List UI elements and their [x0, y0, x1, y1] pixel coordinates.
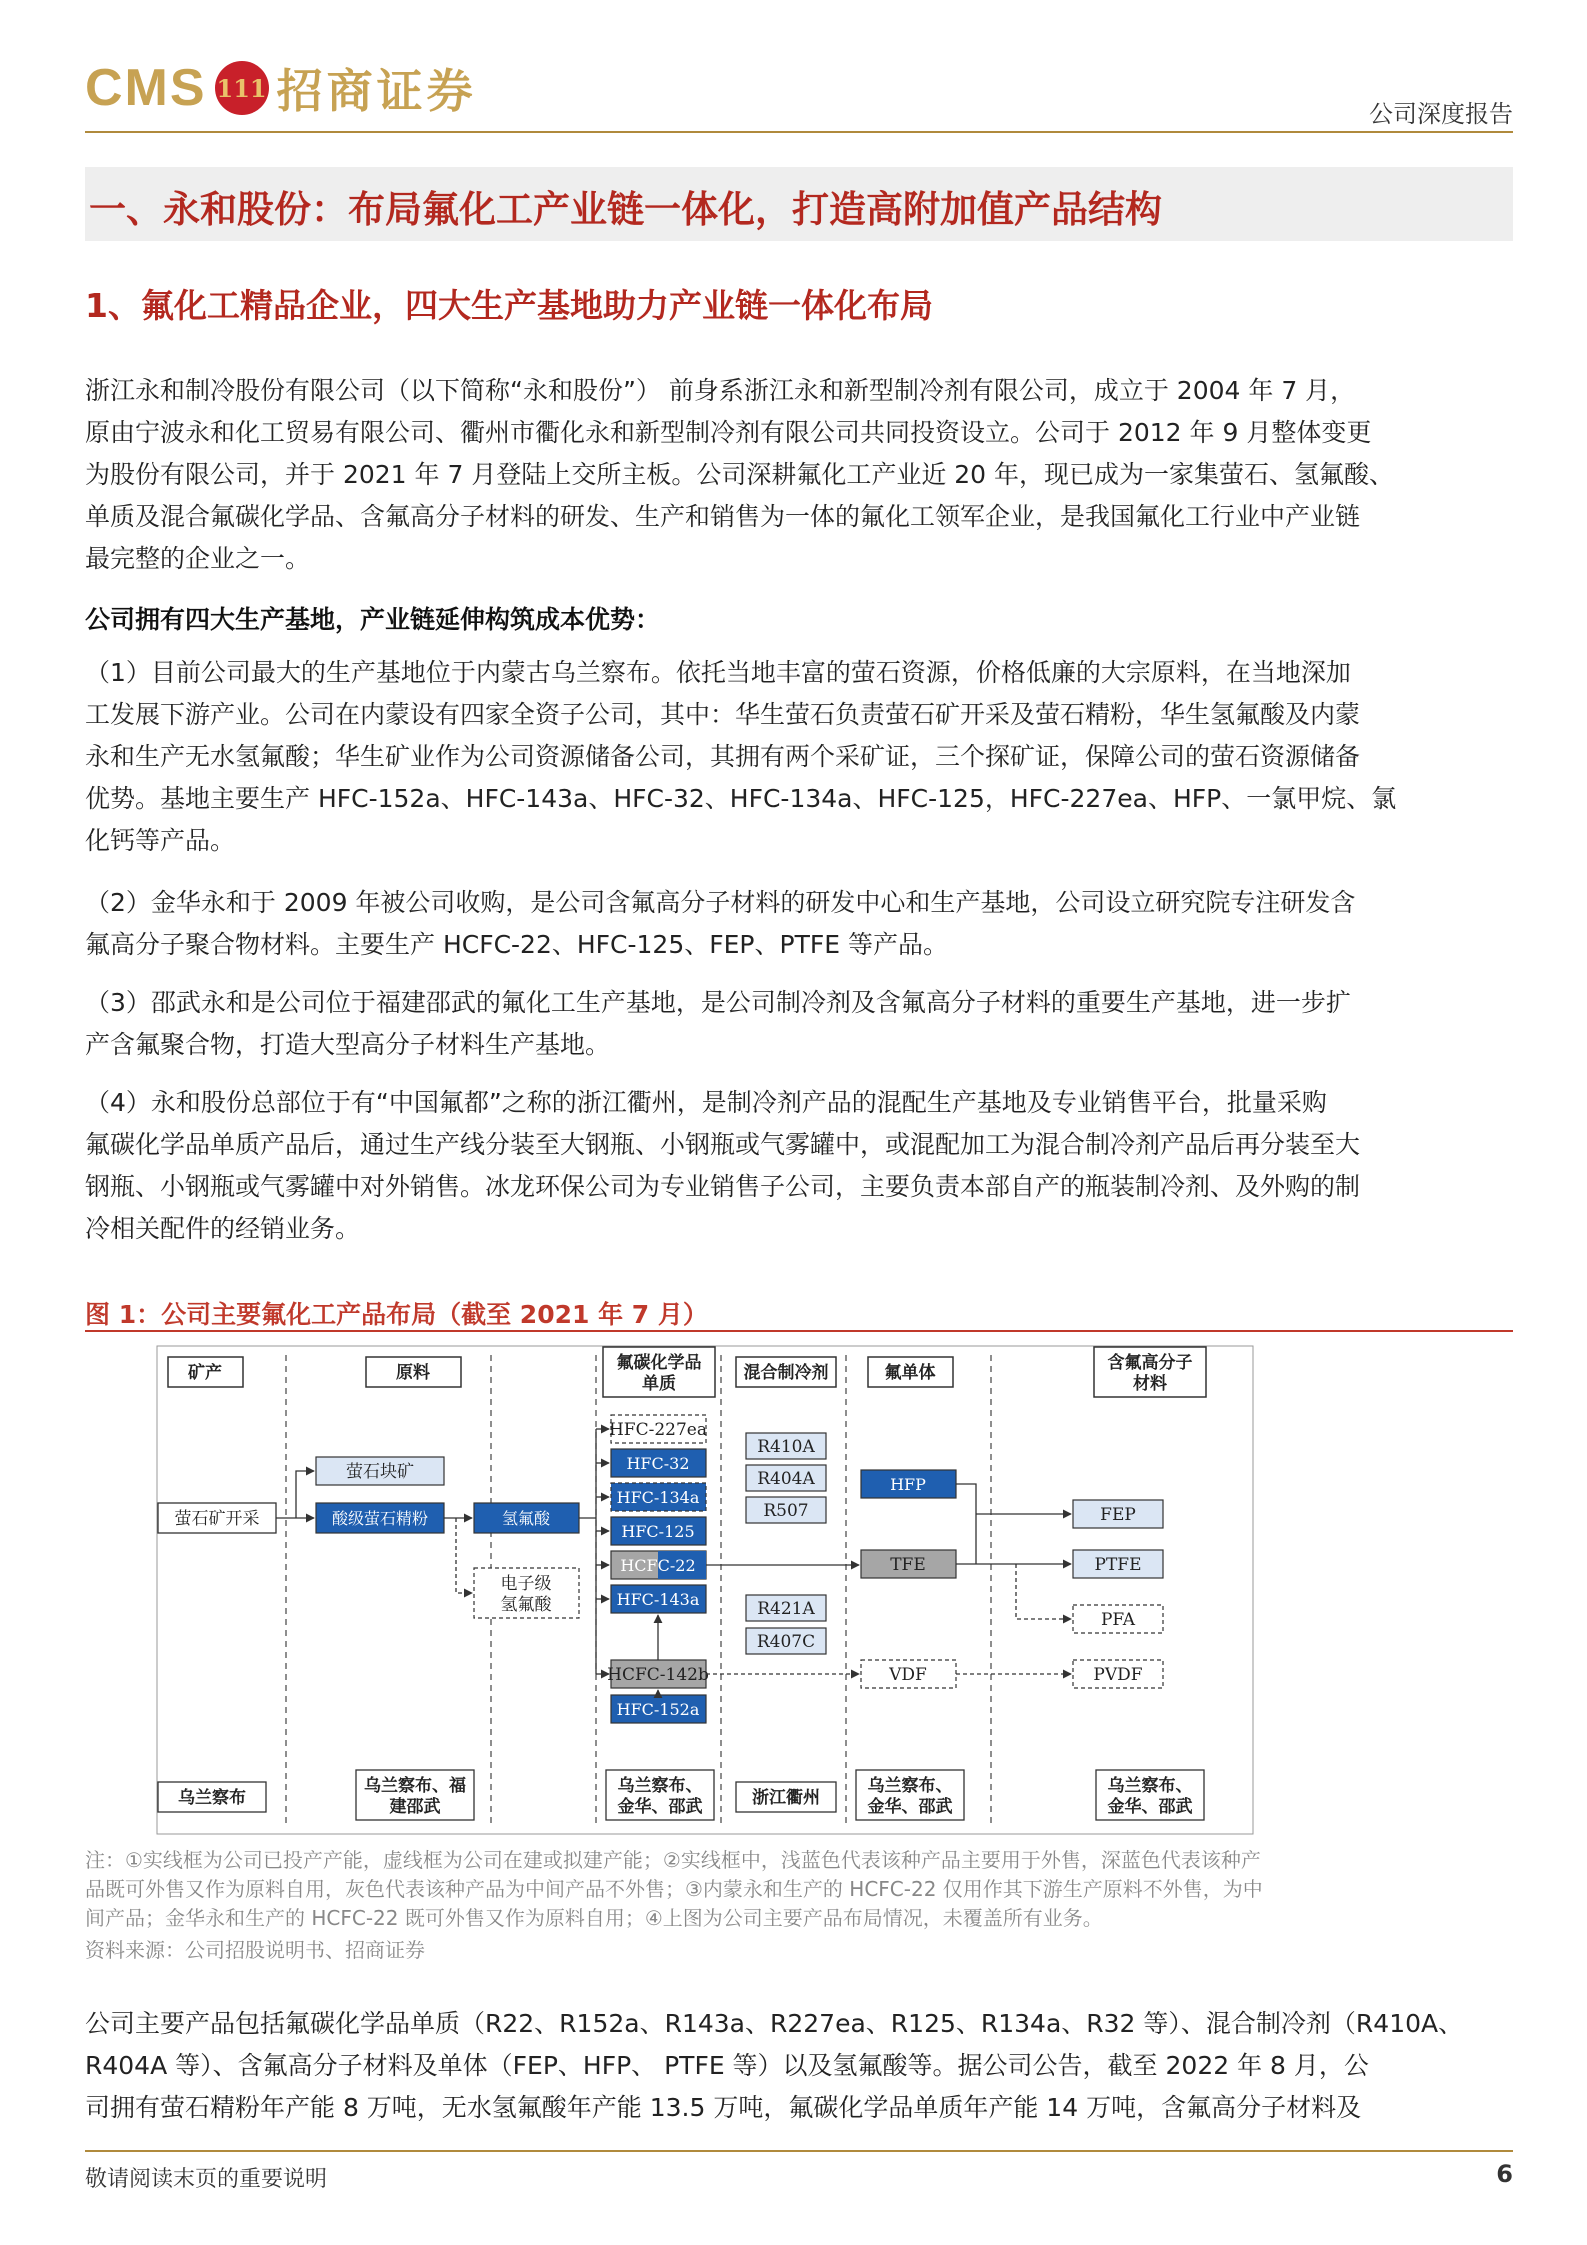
footer-disclaimer: 敬请阅读末页的重要说明: [85, 2167, 328, 2192]
closing-paragraph: [85, 2003, 1513, 2129]
text-line: 原由宁波永和化工贸易有限公司、衢州市衢化永和新型制冷剂有限公司共同投资设立。公司于 2012 年 9 月整体变更: [85, 418, 1372, 447]
svg-text:HCFC-142b: HCFC-142b: [607, 1665, 709, 1685]
base-paragraph-1: [85, 652, 1513, 862]
text-line: 永和生产无水氢氟酸；华生矿业作为公司资源储备公司，其拥有两个采矿证，三个探矿证，保障公司的萤石资源储备: [85, 742, 1361, 771]
header-fluorocarbon-2: 单质: [642, 1374, 676, 1394]
text-line: 工发展下游产业。公司在内蒙设有四家全资子公司，其中：华生萤石负责萤石矿开采及萤石精粉，华生氢氟酸及内蒙: [85, 700, 1361, 729]
note-line: 注：①实线框为公司已投产产能，虚线框为公司在建或拟建产能；②实线框中，浅蓝色代表该种产品主要用于外售，深蓝色代表该种产: [85, 1848, 1261, 1872]
svg-text:HFP: HFP: [890, 1475, 926, 1494]
text-line: （1）目前公司最大的生产基地位于内蒙古乌兰察布。依托当地丰富的萤石资源，价格低廉的大宗原料，在当地深加: [85, 658, 1351, 687]
text-line: 单质及混合氟碳化学品、含氟高分子材料的研发、生产和销售为一体的氟化工领军企业，是我国氟化工行业中产业链: [85, 502, 1361, 531]
svg-text:氢氟酸: 氢氟酸: [501, 1509, 551, 1528]
figure-title-rule: [85, 1330, 1513, 1332]
text-line: 氟高分子聚合物材料。主要生产 HCFC-22、HFC-125、FEP、PTFE 等产品。: [85, 930, 948, 959]
subsection-title: 1、氟化工精品企业，四大生产基地助力产业链一体化布局: [85, 286, 933, 325]
text-line: 化钙等产品。: [85, 826, 236, 855]
svg-text:HFC-125: HFC-125: [621, 1522, 695, 1541]
product-layout-diagram: [156, 1345, 1254, 1835]
document-type: 公司深度报告: [1369, 100, 1513, 128]
base-fluorocarbon-2: 金华、邵武: [617, 1797, 703, 1817]
svg-text:R407C: R407C: [756, 1632, 816, 1652]
base-raw-2: 建邵武: [389, 1797, 441, 1817]
note-line: 品既可外售又作为原料自用，灰色代表该种产品为中间产品不外售；③内蒙永和生产的 HCFC-22 仅用作其下游生产原料不外售，为中: [85, 1877, 1263, 1901]
text-line: 司拥有萤石精粉年产能 8 万吨，无水氢氟酸年产能 13.5 万吨，氟碳化学品单质年产能 14 万吨，含氟高分子材料及: [85, 2093, 1362, 2122]
base-polymer-1: 乌兰察布、: [1107, 1776, 1193, 1796]
figure-source: 资料来源：公司招股说明书、招商证券: [85, 1938, 425, 1962]
svg-text:电子级: 电子级: [500, 1574, 552, 1594]
page-number: 6: [1496, 2160, 1513, 2188]
base-paragraph-4: [85, 1082, 1513, 1250]
text-line: 优势。基地主要生产 HFC-152a、HFC-143a、HFC-32、HFC-134a、HFC-125，HFC-227ea、HFP、一氯甲烷、氯: [85, 784, 1397, 813]
svg-text:R507: R507: [763, 1501, 809, 1521]
bases-heading: 公司拥有四大生产基地，产业链延伸构筑成本优势：: [85, 605, 661, 634]
header-blend: 混合制冷剂: [743, 1363, 829, 1383]
header-raw: 原料: [396, 1363, 430, 1383]
header-polymer-1: 含氟高分子: [1107, 1353, 1193, 1373]
svg-text:酸级萤石精粉: 酸级萤石精粉: [331, 1509, 429, 1528]
text-line: 钢瓶、小钢瓶或气雾罐中对外销售。冰龙环保公司为专业销售子公司，主要负责本部自产的瓶装制冷剂、及外购的制: [85, 1172, 1361, 1201]
base-fluorocarbon-1: 乌兰察布、: [617, 1776, 703, 1796]
text-line: 氟碳化学品单质产品后，通过生产线分装至大钢瓶、小钢瓶或气雾罐中，或混配加工为混合制冷剂产品后再分装至大: [85, 1130, 1361, 1159]
figure-note: [85, 1846, 1513, 1933]
svg-text:PFA: PFA: [1100, 1610, 1136, 1630]
text-line: （4）永和股份总部位于有“中国氟都”之称的浙江衢州，是制冷剂产品的混配生产基地及专业销售平台，批量采购: [85, 1088, 1327, 1117]
svg-text:PTFE: PTFE: [1094, 1555, 1142, 1575]
text-line: R404A 等）、含氟高分子材料及单体（FEP、HFP、 PTFE 等）以及氢氟酸等。据公司公告，截至 2022 年 8 月，公: [85, 2051, 1369, 2080]
header-mineral: 矿产: [188, 1363, 222, 1383]
svg-text:HFC-32: HFC-32: [626, 1454, 690, 1473]
svg-text:VDF: VDF: [889, 1665, 927, 1685]
text-line: （3）邵武永和是公司位于福建邵武的氟化工生产基地，是公司制冷剂及含氟高分子材料的重要生产基地，进一步扩: [85, 988, 1351, 1017]
base-raw-1: 乌兰察布、福: [364, 1776, 466, 1796]
section-title: 一、永和股份：布局氟化工产业链一体化，打造高附加值产品结构: [89, 188, 1162, 231]
svg-text:TFE: TFE: [890, 1555, 926, 1575]
cms-logo: [85, 58, 477, 118]
svg-text:HFC-143a: HFC-143a: [616, 1590, 700, 1609]
svg-text:萤石矿开采: 萤石矿开采: [174, 1509, 260, 1529]
text-line: 产含氟聚合物，打造大型高分子材料生产基地。: [85, 1030, 611, 1059]
base-blend: 浙江衢州: [752, 1788, 820, 1808]
logo-seal-icon: 111: [215, 61, 269, 115]
header-polymer-2: 材料: [1133, 1374, 1167, 1394]
footer-divider: [85, 2150, 1513, 2152]
header-fluorocarbon-1: 氟碳化学品: [616, 1353, 702, 1373]
svg-text:HCFC-22: HCFC-22: [620, 1556, 696, 1575]
svg-text:氢氟酸: 氢氟酸: [500, 1595, 552, 1615]
text-line: （2）金华永和于 2009 年被公司收购，是公司含氟高分子材料的研发中心和生产基地，公司设立研究院专注研发含: [85, 888, 1356, 917]
figure-title: 图 1：公司主要氟化工产品布局（截至 2021 年 7 月）: [85, 1300, 708, 1329]
section-band: [85, 167, 1513, 241]
header-divider: [85, 131, 1513, 133]
logo-latin: CMS: [85, 59, 207, 117]
header-monomer: 氟单体: [884, 1363, 936, 1383]
text-line: 最完整的企业之一。: [85, 544, 311, 573]
svg-text:萤石块矿: 萤石块矿: [346, 1462, 414, 1482]
svg-text:HFC-152a: HFC-152a: [616, 1700, 700, 1719]
text-line: 冷相关配件的经销业务。: [85, 1214, 361, 1243]
svg-text:HFC-134a: HFC-134a: [616, 1488, 700, 1507]
base-monomer-2: 金华、邵武: [867, 1797, 953, 1817]
svg-text:R421A: R421A: [757, 1599, 815, 1619]
svg-text:R410A: R410A: [757, 1437, 815, 1457]
svg-text:FEP: FEP: [1100, 1505, 1136, 1525]
logo-chinese: 招商证券: [276, 64, 477, 118]
text-line: 浙江永和制冷股份有限公司（以下简称“永和股份”） 前身系浙江永和新型制冷剂有限公司，成立于 2004 年 7 月，: [85, 376, 1356, 405]
svg-text:HFC-227ea: HFC-227ea: [608, 1420, 708, 1440]
text-line: 公司主要产品包括氟碳化学品单质（R22、R152a、R143a、R227ea、R125、R134a、R32 等）、混合制冷剂（R410A、: [85, 2009, 1464, 2038]
svg-text:R404A: R404A: [757, 1469, 815, 1489]
page-header: [85, 58, 1513, 128]
base-paragraph-2: [85, 882, 1513, 966]
svg-text:PVDF: PVDF: [1093, 1665, 1143, 1685]
base-polymer-2: 金华、邵武: [1107, 1797, 1193, 1817]
base-monomer-1: 乌兰察布、: [867, 1776, 953, 1796]
text-line: 为股份有限公司，并于 2021 年 7 月登陆上交所主板。公司深耕氟化工产业近 20 年，现已成为一家集萤石、氢氟酸、: [85, 460, 1395, 489]
base-mineral: 乌兰察布: [178, 1788, 246, 1808]
base-paragraph-3: [85, 982, 1513, 1066]
note-line: 间产品；金华永和生产的 HCFC-22 既可外售又作为原料自用；④上图为公司主要产品布局情况，未覆盖所有业务。: [85, 1906, 1103, 1930]
intro-paragraph: [85, 370, 1513, 580]
